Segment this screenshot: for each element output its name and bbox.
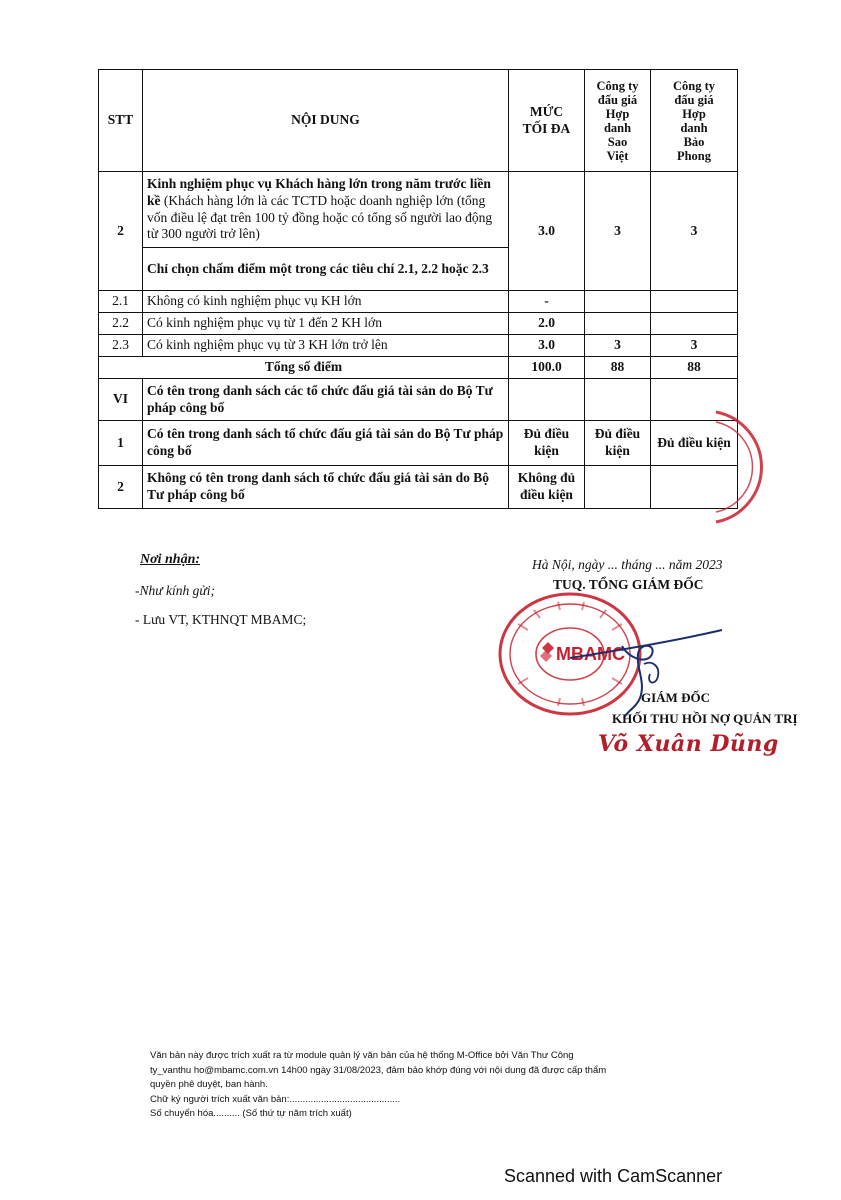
row-content: Có tên trong danh sách tổ chức đấu giá tài sản do Bộ Tư pháp công bố <box>143 421 509 466</box>
row-content-normal: (Khách hàng lớn là các TCTD hoặc doanh nghiệp lớn (tổng vốn điều lệ đạt trên 100 tỷ đồng hoặc có tổng số người lao động từ 300 người trở lên) <box>147 192 493 242</box>
recipient-line: -Như kính gửi; <box>135 583 215 598</box>
row-content: Không có tên trong danh sách tổ chức đấu giá tài sản do Bộ Tư pháp công bố <box>143 466 509 509</box>
table-row <box>99 291 738 313</box>
extraction-footer <box>150 1049 606 1122</box>
row-stt: 2.2 <box>99 313 143 335</box>
header-line: Hợp <box>605 106 630 121</box>
section-empty <box>585 379 651 421</box>
footer-line: quyền phê duyệt, ban hành. <box>150 1079 268 1090</box>
signer-position: GIÁM ĐỐC <box>641 690 710 705</box>
partial-seal-icon <box>712 408 772 526</box>
total-label: Tổng số điểm <box>99 357 509 379</box>
table-row <box>99 313 738 335</box>
section-empty <box>509 379 585 421</box>
header-muc-line: MỨC <box>529 103 564 119</box>
row-sao-viet: Đủ điều kiện <box>585 421 651 466</box>
row-stt: 2 <box>99 172 143 291</box>
header-cong-ty-sao-viet <box>585 70 651 172</box>
header-line: danh <box>680 120 708 135</box>
footer-line: Chữ ký người trích xuất văn bản:.......................................... <box>150 1093 401 1105</box>
section-stt: VI <box>99 379 143 421</box>
header-line: Công ty <box>672 78 716 93</box>
header-toi-da-line: TỐI ĐA <box>522 120 571 136</box>
row-note: Chỉ chọn chấm điểm một trong các tiêu chí 2.1, 2.2 hoặc 2.3 <box>143 248 509 291</box>
header-line: Phong <box>676 148 712 163</box>
signer-name: Võ Xuân Dũng <box>598 731 779 757</box>
footer-line: Văn bản này được trích xuất ra từ module quản lý văn bản của hệ thống M-Office bởi Văn Thư Công <box>150 1050 574 1061</box>
total-row <box>99 357 738 379</box>
section-content: Có tên trong danh sách các tổ chức đấu giá tài sản do Bộ Tư pháp công bố <box>143 379 509 421</box>
row-max: 3.0 <box>509 335 585 357</box>
total-bao-phong: 88 <box>651 357 738 379</box>
header-noi-dung: NỘI DUNG <box>143 70 509 172</box>
row-content: Có kinh nghiệm phục vụ từ 1 đến 2 KH lớn <box>143 313 509 335</box>
header-cong-ty-bao-phong <box>651 70 738 172</box>
footer-line: ty_vanthu ho@mbamc.com.vn 14h00 ngày 31/08/2023, đảm bảo khớp đúng với nội dung đã được cấp thẩm <box>150 1064 607 1076</box>
header-line: Bảo <box>683 134 705 149</box>
row-sao-viet <box>585 291 651 313</box>
row-bao-phong: 3 <box>651 335 738 357</box>
header-line: Hợp <box>682 106 706 121</box>
row-bao-phong: Đủ điều kiện <box>651 421 738 466</box>
header-line: Công ty <box>596 78 639 93</box>
total-sao-viet: 88 <box>585 357 651 379</box>
row-sao-viet: 3 <box>585 335 651 357</box>
header-line: Việt <box>606 148 629 163</box>
row-sao-viet <box>585 466 651 509</box>
row-content: Có kinh nghiệm phục vụ từ 3 KH lớn trở lên <box>143 335 509 357</box>
header-line: Sao <box>607 134 628 149</box>
table-row <box>99 335 738 357</box>
recipient-line: - Lưu VT, KTHNQT MBAMC; <box>135 612 307 627</box>
row-max: Không đủ điều kiện <box>509 466 585 509</box>
header-stt: STT <box>99 70 143 172</box>
row-max: Đủ điều kiện <box>509 421 585 466</box>
recipients-title: Nơi nhận: <box>140 552 201 567</box>
section-row <box>99 379 738 421</box>
total-max: 100.0 <box>509 357 585 379</box>
row-content <box>143 172 509 248</box>
table-row <box>99 466 738 509</box>
scoring-table <box>98 69 738 509</box>
row-max: - <box>509 291 585 313</box>
table-row <box>99 421 738 466</box>
header-line: danh <box>603 120 632 135</box>
row-stt: 2.1 <box>99 291 143 313</box>
header-muc-toi-da <box>509 70 585 172</box>
row-bao-phong: 3 <box>651 172 738 291</box>
header-line: đấu giá <box>674 92 714 107</box>
footer-line: Số chuyển hóa.......... (Số thứ tự năm trích xuất) <box>150 1108 352 1119</box>
seal-logo-text: MBAMC <box>556 644 625 664</box>
row-stt: 1 <box>99 421 143 466</box>
row-sao-viet <box>585 313 651 335</box>
table-row <box>99 172 738 248</box>
signing-authority: TUQ. TỔNG GIÁM ĐỐC <box>553 577 704 592</box>
row-stt: 2.3 <box>99 335 143 357</box>
row-max: 2.0 <box>509 313 585 335</box>
row-content-bold: Kinh nghiệm phục vụ Khách hàng lớn trong năm trước liền kề <box>147 175 491 208</box>
table-header-row <box>99 70 738 172</box>
row-bao-phong <box>651 291 738 313</box>
row-stt: 2 <box>99 466 143 509</box>
signer-department: KHỐI THU HỒI NỢ QUẢN TRỊ <box>612 711 798 726</box>
row-sao-viet: 3 <box>585 172 651 291</box>
row-max: 3.0 <box>509 172 585 291</box>
place-date: Hà Nội, ngày ... tháng ... năm 2023 <box>532 557 723 572</box>
row-bao-phong <box>651 313 738 335</box>
header-line: đấu giá <box>597 92 638 107</box>
scanner-watermark: Scanned with CamScanner <box>504 1166 723 1186</box>
row-content: Không có kinh nghiệm phục vụ KH lớn <box>143 291 509 313</box>
